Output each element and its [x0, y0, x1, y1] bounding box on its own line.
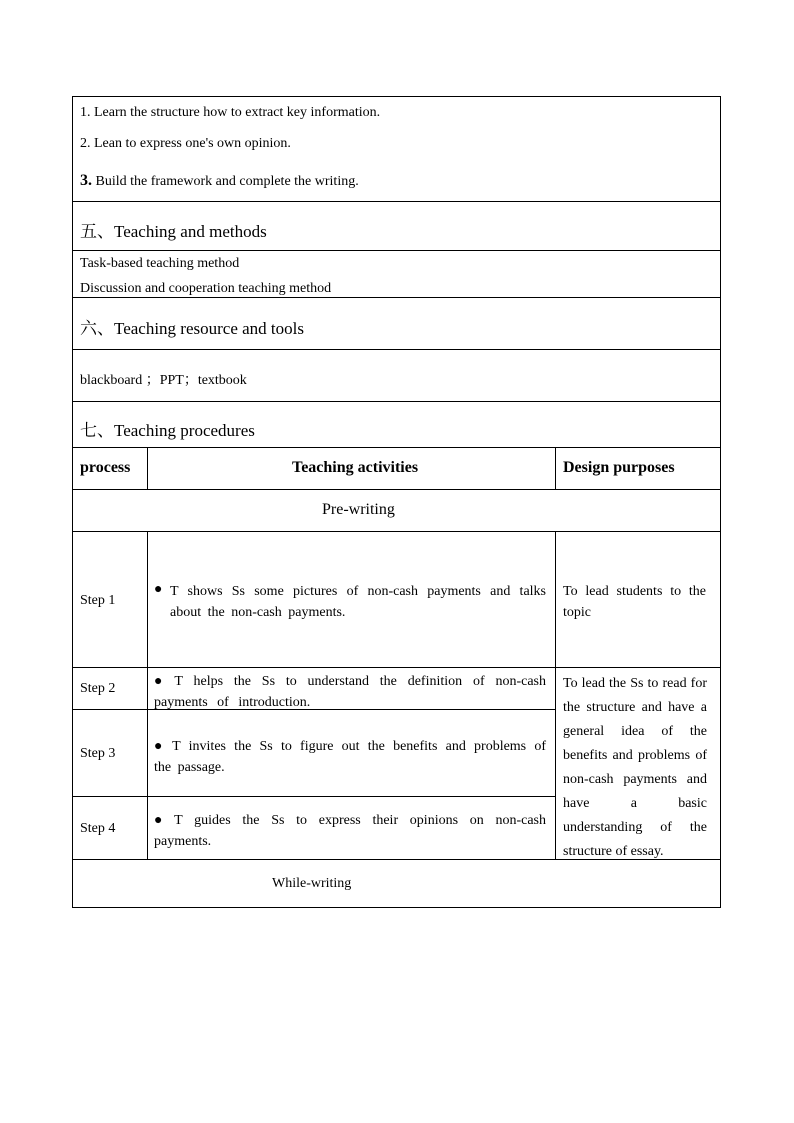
step2-bullet-icon: ● [154, 674, 164, 689]
objective-item-3-text: Build the framework and complete the writing. [95, 174, 359, 189]
while-writing-cell [72, 859, 721, 908]
step4-label: Step 4 [80, 821, 116, 836]
resources-text: blackboard ；PPT；textbook [80, 373, 247, 388]
step1-activity: T shows Ss some pictures of non-cash payments and talks about the non-cash payments. [170, 584, 546, 620]
pre-writing-label: Pre-writing [322, 501, 395, 518]
step4-activity [154, 810, 546, 852]
step2-label: Step 2 [80, 681, 116, 696]
step2-activity [154, 671, 546, 713]
step1-bullet-icon: ● [154, 582, 163, 597]
step4-bullet-icon: ● [154, 813, 163, 828]
objective-item-3-number: 3. [80, 172, 92, 189]
header-purposes: Design purposes [563, 459, 675, 476]
section6-title: 六、Teaching resource and tools [80, 319, 304, 338]
steps-2-4-purpose: To lead the Ss to read for the structure and have a general idea of the benefits and problems of non-cash payments and have a basic understanding of the structure of essay. [563, 676, 707, 859]
header-process: process [80, 459, 131, 476]
step3-label: Step 3 [80, 746, 116, 761]
objective-item-1: 1. Learn the structure how to extract key information. [80, 105, 381, 120]
step4-activity-text: T guides the Ss to express their opinions on non-cash payments. [154, 813, 546, 849]
method-line-2: Discussion and cooperation teaching method [80, 281, 332, 296]
while-writing-label: While-writing [272, 876, 352, 891]
objective-item-3 [80, 172, 359, 190]
step3-activity-text: T invites the Ss to figure out the benefits and problems of the passage. [154, 739, 547, 775]
step1-purpose: To lead students to the topic [563, 584, 706, 620]
step3-activity [154, 736, 546, 778]
step2-activity-text: T helps the Ss to understand the definition of non-cash payments of introduction. [154, 674, 546, 710]
section5-title: 五、Teaching and methods [80, 222, 267, 241]
step3-bullet-icon: ● [154, 739, 165, 754]
method-line-1: Task-based teaching method [80, 256, 240, 271]
step1-label: Step 1 [80, 593, 116, 608]
section7-title: 七、Teaching procedures [80, 421, 255, 440]
header-activities: Teaching activities [292, 459, 419, 476]
objective-item-2: 2. Lean to express one's own opinion. [80, 136, 291, 151]
pre-writing-cell [72, 489, 721, 532]
